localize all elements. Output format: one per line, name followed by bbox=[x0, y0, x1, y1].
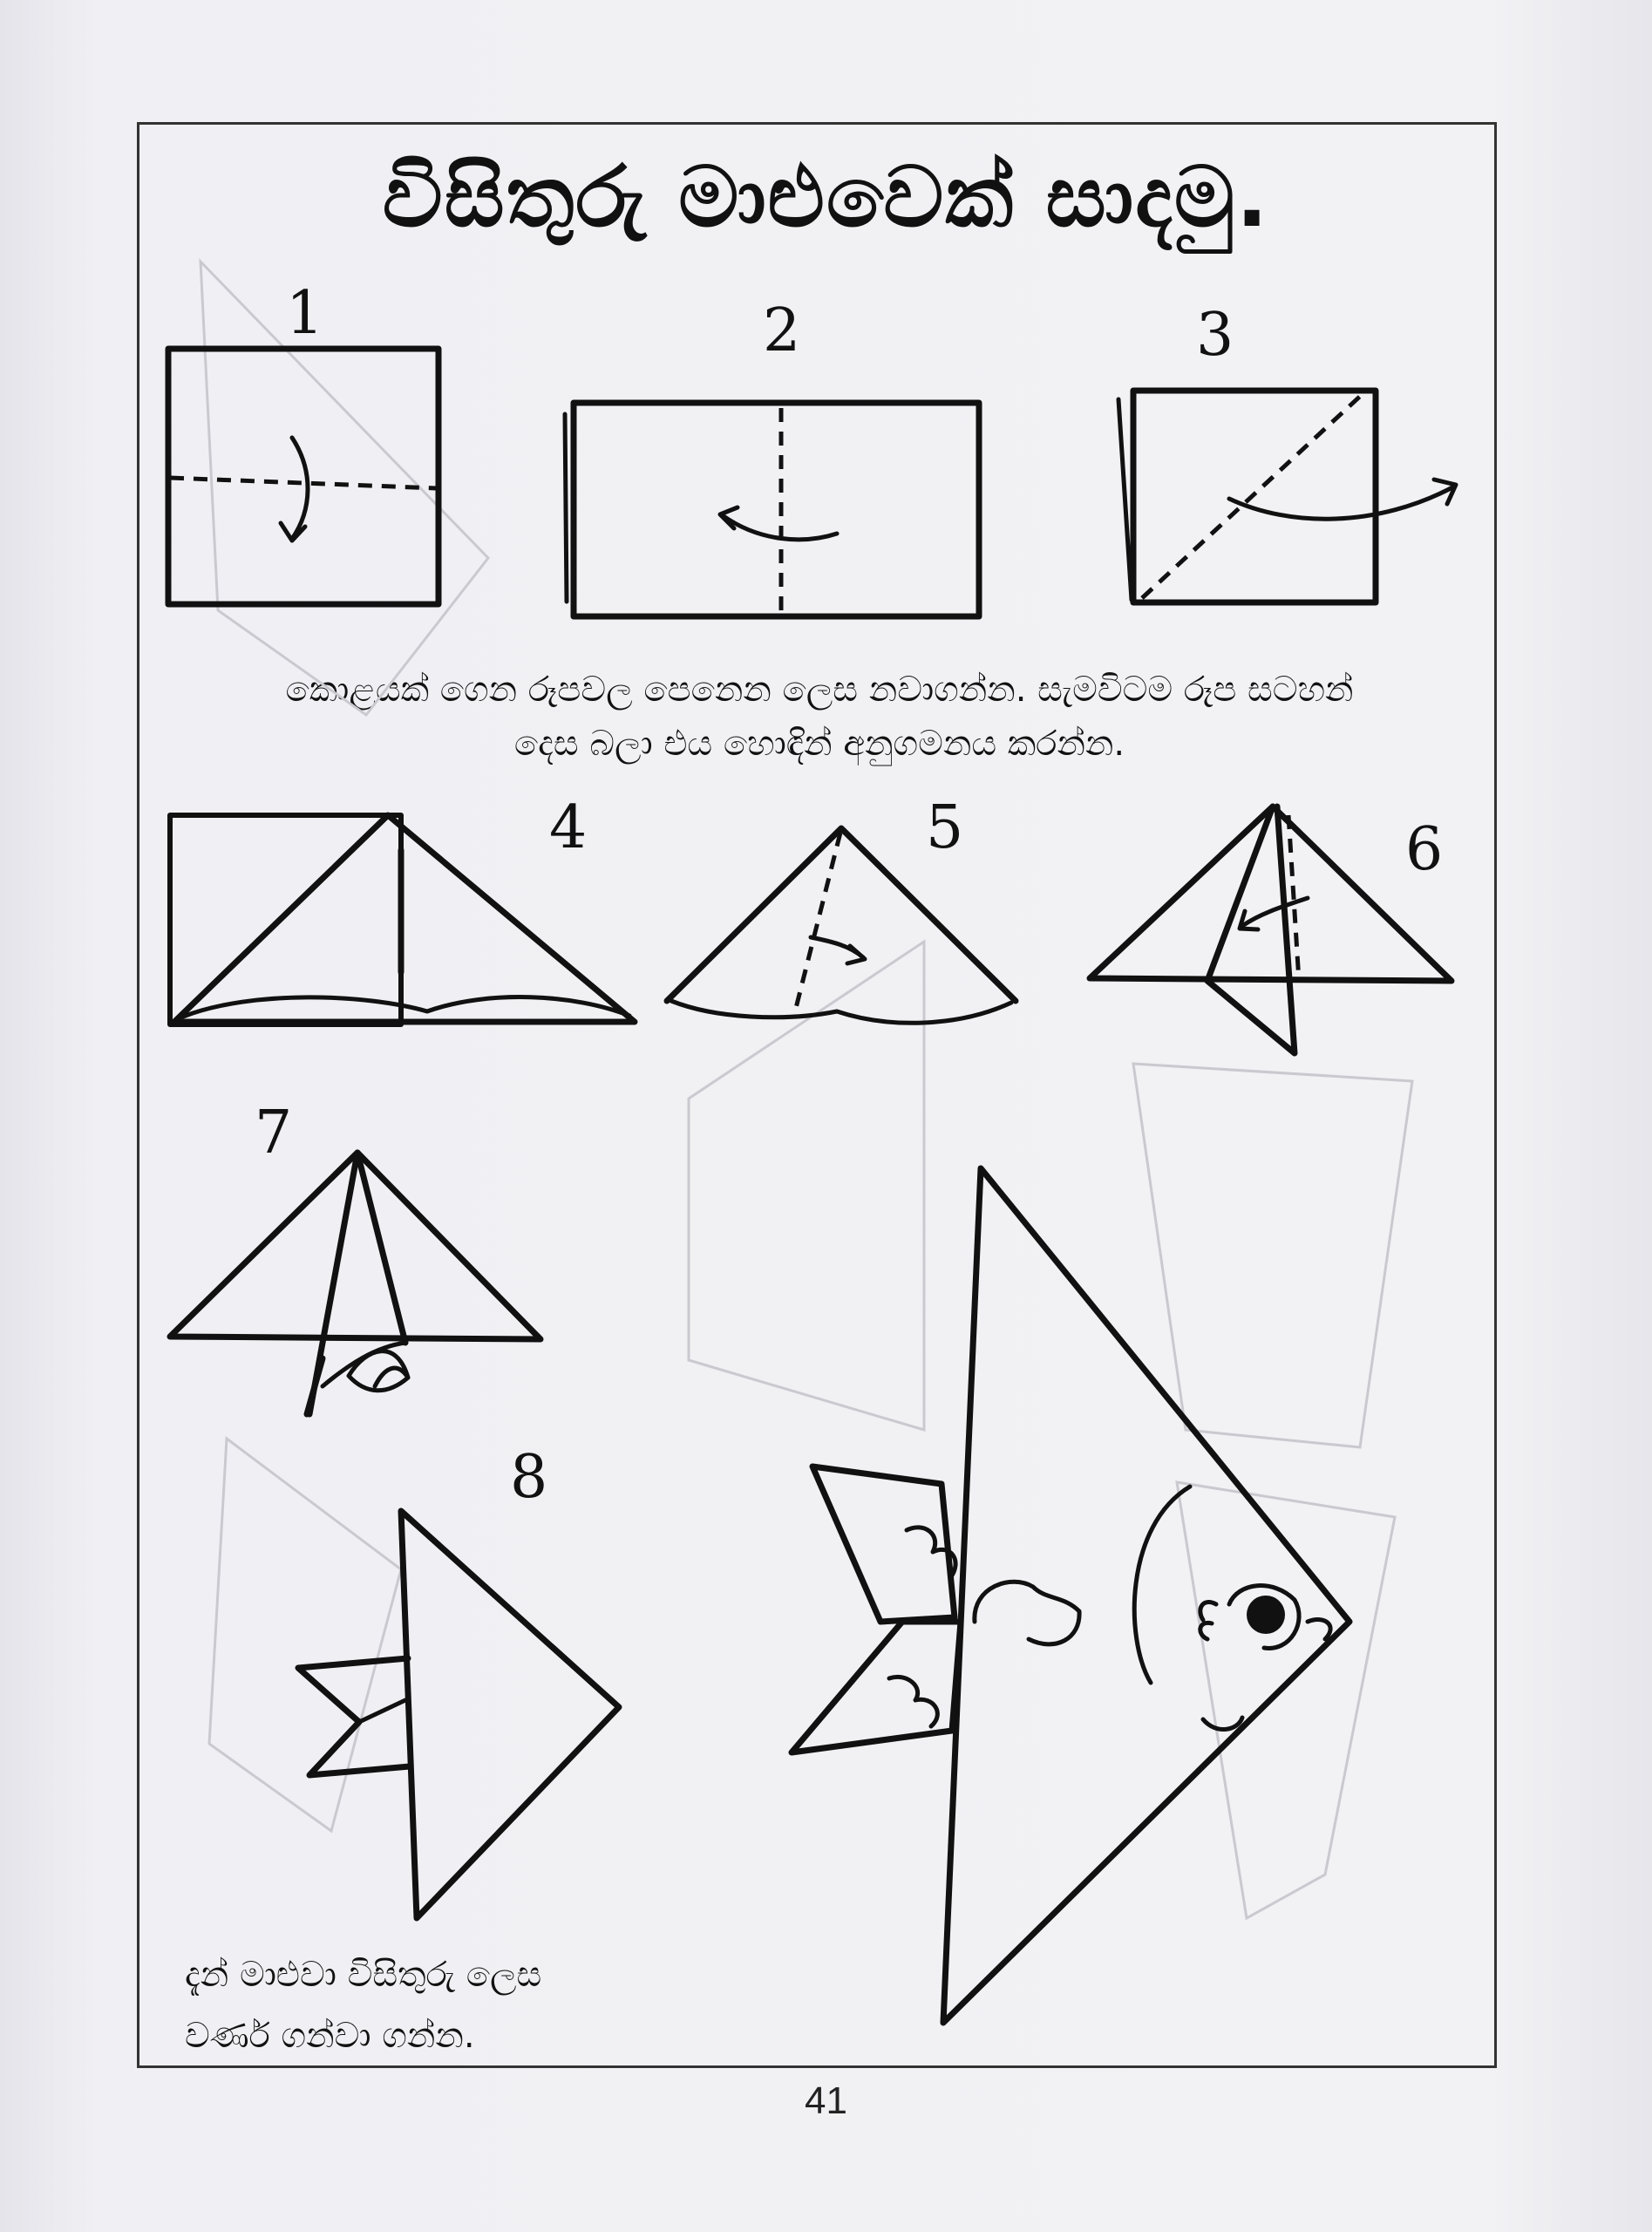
step-3-diagram bbox=[1118, 391, 1456, 602]
step-number-1: 1 bbox=[286, 279, 324, 348]
show-through-ghost bbox=[201, 262, 1412, 1918]
instructions-line-2: දෙස බලා එය හොඳින් අනුගමනය කරන්න. bbox=[513, 724, 1125, 764]
step-4-diagram bbox=[170, 815, 635, 1024]
page-title: විසිතුරු මාළුවෙක් සාදමු. bbox=[382, 148, 1270, 246]
step-1-diagram bbox=[168, 349, 438, 604]
step-number-2: 2 bbox=[763, 296, 801, 365]
step-number-7: 7 bbox=[255, 1099, 293, 1167]
step-5-diagram bbox=[667, 828, 1016, 1023]
decorated-fish bbox=[792, 1168, 1349, 2023]
page-number: 41 bbox=[805, 2079, 847, 2122]
step-number-3: 3 bbox=[1196, 301, 1234, 370]
step-number-5: 5 bbox=[926, 793, 964, 862]
step-number-6: 6 bbox=[1405, 815, 1444, 884]
step-number-4: 4 bbox=[549, 793, 588, 862]
caption-line-2: වර්ණ ගන්වා ගන්න. bbox=[185, 2016, 475, 2056]
step-number-8: 8 bbox=[510, 1443, 548, 1512]
step-8-diagram bbox=[298, 1511, 619, 1918]
step-6-diagram bbox=[1090, 806, 1451, 1053]
step-7-diagram bbox=[170, 1153, 540, 1414]
step-2-diagram bbox=[565, 403, 979, 616]
instructions-line-1: කොළයක් ගෙන රූපවල පෙනෙන ලෙස නවාගන්න. සැමවිටම රූප සටහන් bbox=[285, 670, 1354, 710]
caption-line-1: දැන් මාළුවා විසිතුරු ලෙස bbox=[185, 1955, 542, 1995]
